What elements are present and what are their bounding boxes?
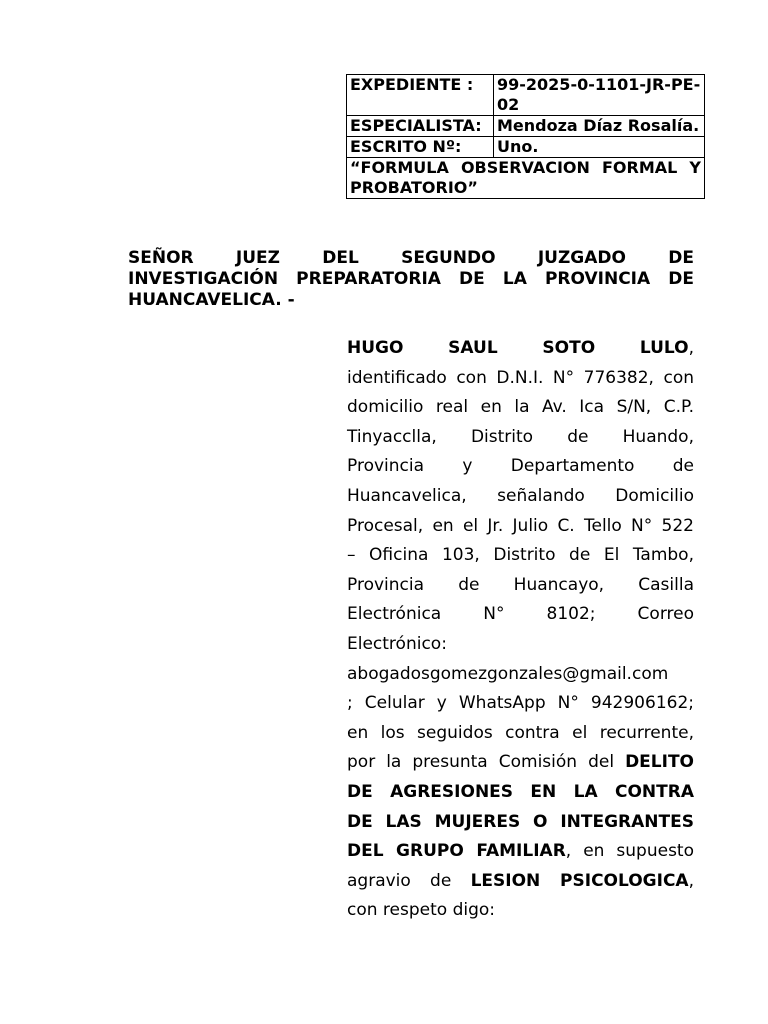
expediente-label: EXPEDIENTE : (347, 75, 494, 116)
intro-line: Procesal, en el Jr. Julio C. Tello N° 522 (347, 515, 694, 536)
escrito-value: Uno. (494, 137, 705, 158)
addressee-line: SEÑOR JUEZ DEL SEGUNDO JUZGADO DE (128, 248, 694, 268)
intro-line: Tinyacclla, Distrito de Huando, (347, 426, 694, 447)
intro-line: con respeto digo: (347, 900, 496, 921)
intro-line: Huancavelica, señalando Domicilio (347, 485, 694, 506)
addressee-line: HUANCAVELICA. - (128, 290, 295, 310)
intro-line: – Oficina 103, Distrito de El Tambo, (347, 545, 694, 566)
crime-line: DE LAS MUJERES O INTEGRANTES (347, 811, 694, 832)
case-header-table (346, 74, 705, 199)
expediente-value: 99-2025-0-1101-JR-PE-02 (494, 75, 705, 116)
email-line: abogadosgomezgonzales@gmail.com (347, 663, 669, 684)
intro-line: DEL GRUPO FAMILIAR, en supuesto (347, 841, 694, 862)
intro-line: Provincia y Departamento de (347, 456, 694, 477)
intro-line: HUGO SAUL SOTO LULO, (347, 338, 694, 358)
sumilla-row (347, 158, 705, 199)
especialista-label: ESPECIALISTA: (347, 116, 494, 137)
intro-line: identificado con D.N.I. N° 776382, con (347, 367, 694, 388)
addressee-block (128, 248, 694, 311)
intro-line: ; Celular y WhatsApp N° 942906162; (347, 693, 694, 714)
petitioner-name: HUGO SAUL SOTO LULO (347, 338, 689, 358)
intro-line: domicilio real en la Av. Ica S/N, C.P. (347, 397, 694, 418)
crime-line: DE AGRESIONES EN LA CONTRA (347, 781, 694, 802)
sumilla: “FORMULA OBSERVACION FORMAL Y PROBATORIO” (347, 158, 705, 199)
intro-line: por la presunta Comisión del DELITO (347, 752, 694, 773)
especialista-row (347, 116, 705, 137)
intro-line: en los seguidos contra el recurrente, (347, 722, 694, 743)
petitioner-intro (347, 334, 694, 926)
intro-line: Electrónica N° 8102; Correo (347, 604, 694, 625)
expediente-row (347, 75, 705, 116)
intro-line: Provincia de Huancayo, Casilla (347, 574, 694, 595)
addressee-line: INVESTIGACIÓN PREPARATORIA DE LA PROVINCIA DE (128, 269, 694, 289)
intro-line: agravio de LESION PSICOLOGICA, (347, 870, 694, 891)
escrito-label: ESCRITO Nº: (347, 137, 494, 158)
especialista-value: Mendoza Díaz Rosalía. (494, 116, 705, 137)
escrito-row (347, 137, 705, 158)
intro-line: Electrónico: (347, 633, 447, 654)
